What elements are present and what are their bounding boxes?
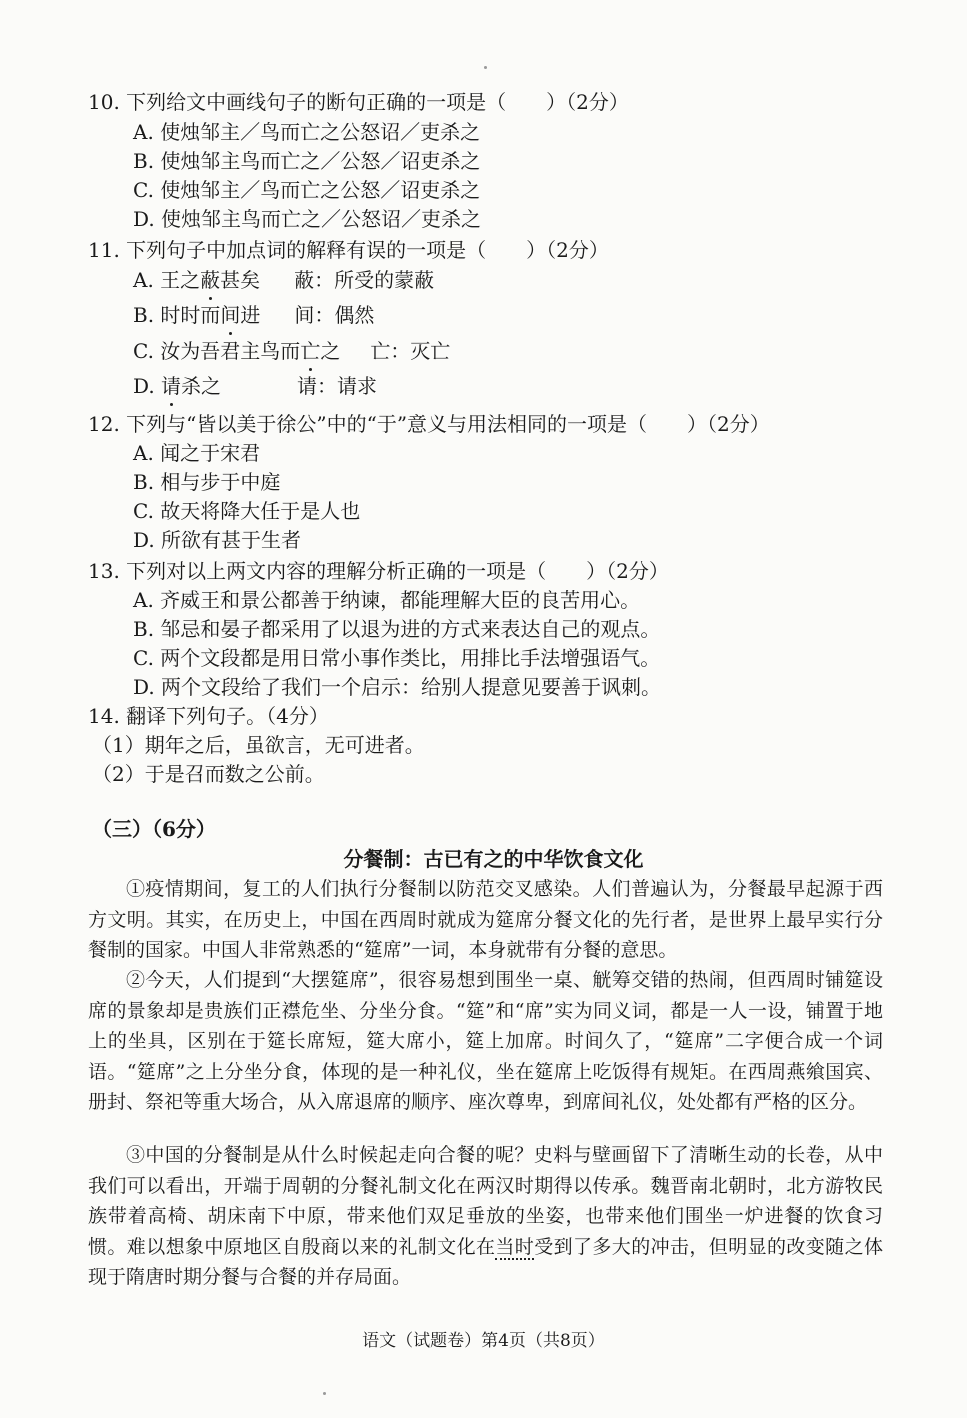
q11-option-a-pre: A. 王之 — [133, 268, 201, 292]
q11-option-d-dotted-word: 请 — [161, 374, 182, 398]
q11-option-b-gloss: 间：偶然 — [294, 303, 375, 327]
q11-option-b-pre: B. 时时而 — [133, 303, 221, 327]
q13-option-a: A. 齐威王和景公都善于纳谏，都能理解大臣的良苦用心。 — [133, 588, 641, 612]
q12-stem: 12. 下列与“皆以美于徐公”中的“于”意义与用法相同的一项是（ ）（2分） — [88, 412, 770, 436]
q11-option-a — [133, 266, 434, 294]
q11-option-b-dotted-word: 间 — [220, 303, 241, 327]
q11-option-a-dotted-word: 蔽 — [200, 268, 221, 292]
paragraph-3 — [88, 1140, 883, 1293]
q14-stem: 14. 翻译下列句子。（4分） — [88, 704, 329, 728]
paragraph-3-dotted-word: 当时 — [495, 1235, 535, 1258]
scan-speck — [323, 1392, 326, 1395]
q14-item-2: （2）于是召而数之公前。 — [92, 762, 325, 786]
q11-option-d — [133, 372, 377, 400]
q11-option-c-dotted-word: 亡 — [300, 339, 321, 363]
q14-item-1: （1）期年之后，虽欲言，无可进者。 — [92, 733, 425, 757]
q11-option-b-post: 进 — [240, 303, 261, 327]
q11-option-a-gloss: 蔽：所受的蒙蔽 — [294, 268, 435, 292]
q11-option-c-gloss: 亡：灭亡 — [370, 339, 451, 363]
q10-option-c: C. 使烛邹主／鸟而亡之公怒／诏吏杀之 — [133, 178, 481, 202]
q11-option-d-gloss: 请：请求 — [297, 374, 378, 398]
paragraph-2: ②今天，人们提到“大摆筵席”，很容易想到围坐一桌、觥筹交错的热闹，但西周时铺筵设席的景象却是贵族们正襟危坐、分坐分食。“筵”和“席”实为同义词，都是一人一设，铺置于地上的坐具，区别在于筵长席短，筵大席小，筵上加席。时间久了，“筵席”二字便合成一个词语。“筵席”之上分坐分食，体现的是一种礼仪，坐在筵席上吃饭得有规矩。在西周燕飨国宾、册封、祭祀等重大场合，从入席退席的顺序、座次尊卑，到席间礼仪，处处都有严格的区分。 — [88, 969, 883, 1113]
scan-speck — [484, 66, 487, 69]
q10-option-b: B. 使烛邹主鸟而亡之／公怒／诏吏杀之 — [133, 149, 481, 173]
q13-option-d: D. 两个文段给了我们一个启示：给别人提意见要善于讽刺。 — [133, 675, 662, 699]
paragraph-3-pre: ③中国的分餐制是从什么时候起走向合餐的呢？史料与壁画留下了清晰生动的长卷，从中我们可以看出，开端于周朝的分餐礼制文化在两汉时期得以传承。魏晋南北朝时，北方游牧民族带着高椅、胡床南下中原，带来他们双足垂放的坐姿，也带来他们围坐一炉进餐的饮食习惯。难以想象中原地区自殷商以来的礼制文化在 — [88, 1144, 883, 1258]
q10-option-d: D. 使烛邹主鸟而亡之／公怒诏／吏杀之 — [133, 207, 482, 231]
q13-stem: 13. 下列对以上两文内容的理解分析正确的一项是（ ）（2分） — [88, 559, 669, 583]
q12-option-c: C. 故天将降大任于是人也 — [133, 499, 361, 523]
q11-option-d-pre: D. — [133, 374, 162, 398]
q11-option-c — [133, 337, 450, 365]
q10-option-a: A. 使烛邹主／鸟而亡之公怒诏／吏杀之 — [133, 120, 481, 144]
section-heading: （三）（6分） — [92, 817, 216, 841]
q10-stem: 10. 下列给文中画线句子的断句正确的一项是（ ）（2分） — [88, 90, 629, 114]
q11-option-a-post: 甚矣 — [220, 268, 261, 292]
q12-option-b: B. 相与步于中庭 — [133, 470, 281, 494]
q12-option-d: D. 所欲有甚于生者 — [133, 528, 302, 552]
q12-option-a: A. 闻之于宋君 — [133, 441, 261, 465]
q11-option-b — [133, 301, 374, 329]
q11-option-d-post: 杀之 — [181, 374, 222, 398]
article-title: 分餐制：古已有之的中华饮食文化 — [343, 847, 644, 871]
q11-stem: 11. 下列句子中加点词的解释有误的一项是（ ）（2分） — [88, 238, 609, 262]
paragraph-3-post: 受到了多大的冲击，但明显的改变随之体现于隋唐时期分餐与合餐的并存局面。 — [88, 1235, 883, 1288]
paragraph-1: ①疫情期间，复工的人们执行分餐制以防范交叉感染。人们普遍认为，分餐最早起源于西方文明。其实，在历史上，中国在西周时就成为筵席分餐文化的先行者，是世界上最早实行分餐制的国家。中国人非常熟悉的“筵席”一词，本身就带有分餐的意思。 — [88, 878, 883, 961]
q13-option-c: C. 两个文段都是用日常小事作类比，用排比手法增强语气。 — [133, 646, 661, 670]
page-footer: 语文（试题卷）第4页（共8页） — [362, 1331, 605, 1351]
q11-option-c-post: 之 — [320, 339, 341, 363]
q13-option-b: B. 邹忌和晏子都采用了以退为进的方式来表达自己的观点。 — [133, 617, 661, 641]
q11-option-c-pre: C. 汝为吾君主鸟而 — [133, 339, 301, 363]
